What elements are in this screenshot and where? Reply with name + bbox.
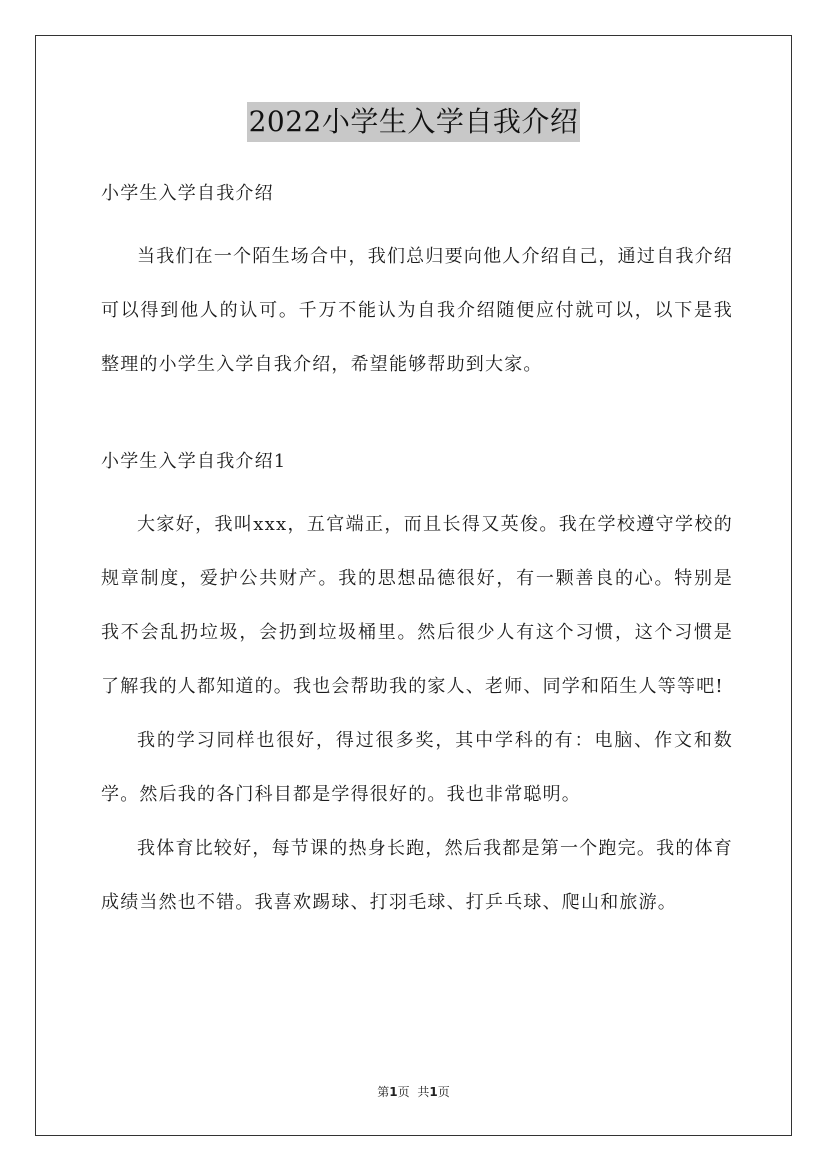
- body-paragraph: 大家好，我叫xxx，五官端正，而且长得又英俊。我在学校遵守学校的规章制度，爱护公共财产。我的思想品德很好，有一颗善良的心。特别是我不会乱扔垃圾，会扔到垃圾桶里。然后很少人有这个习惯，这个习惯是了解我的人都知道的。我也会帮助我的家人、老师、同学和陌生人等等吧!: [101, 514, 733, 697]
- footer-page-prefix: 第: [377, 1085, 390, 1099]
- document-title: 2022小学生入学自我介绍: [247, 102, 581, 142]
- footer-page-current: 1: [389, 1085, 398, 1099]
- title-container: [0, 102, 827, 142]
- footer-total-prefix: 共: [417, 1085, 430, 1099]
- page-footer: [0, 1084, 827, 1100]
- footer-total-suffix: 页: [437, 1085, 450, 1099]
- section-heading: 小学生入学自我介绍: [101, 183, 274, 204]
- body-paragraph: 我的学习同样也很好，得过很多奖，其中学科的有：电脑、作文和数学。然后我的各门科目都是学得很好的。我也非常聪明。: [101, 730, 733, 805]
- intro-paragraph: 当我们在一个陌生场合中，我们总归要向他人介绍自己，通过自我介绍可以得到他人的认可。千万不能认为自我介绍随便应付就可以，以下是我整理的小学生入学自我介绍，希望能够帮助到大家。: [101, 246, 733, 375]
- body-paragraph: 我体育比较好，每节课的热身长跑，然后我都是第一个跑完。我的体育成绩当然也不错。我喜欢踢球、打羽毛球、打乒乓球、爬山和旅游。: [101, 838, 733, 913]
- footer-page-suffix: 页: [397, 1085, 410, 1099]
- document-body: [101, 176, 733, 930]
- section-heading: 小学生入学自我介绍1: [101, 451, 287, 472]
- footer-page-total: 1: [429, 1085, 438, 1099]
